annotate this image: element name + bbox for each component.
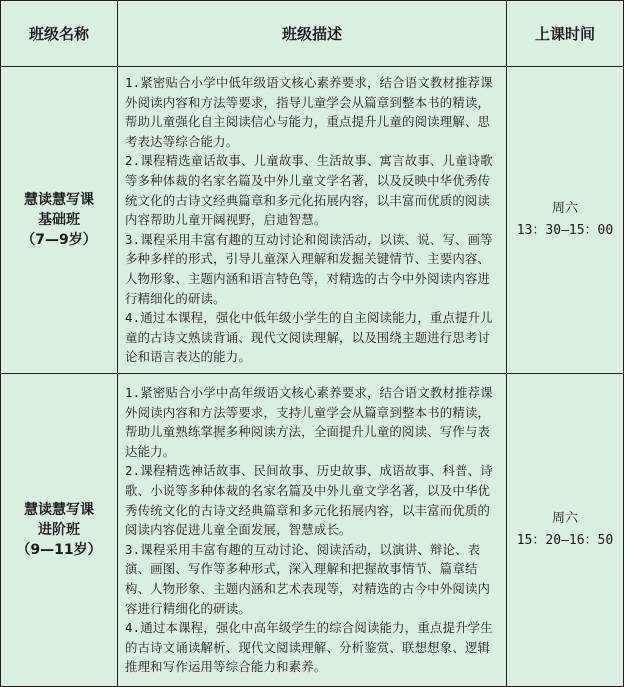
class-day: 周六 xyxy=(551,511,578,526)
header-class-description: 班级描述 xyxy=(118,1,507,67)
description-item: 4.通过本课程，强化中低年级小学生的自主阅读能力，重点提升儿童的古诗文熟读背诵、现代文阅读理解，以及围绕主题进行思考讨论和语言表达的能力。 xyxy=(125,310,493,365)
description-item: 1.紧密贴合小学中低年级语文核心素养要求，结合语文教材推荐课外阅读内容和方法等要求，指导儿童学会从篇章到整本书的精读，帮助儿童强化自主阅读信心与能力，重点提升儿童的阅读理解、思考表达等综合能力。 xyxy=(125,75,493,149)
header-class-time: 上课时间 xyxy=(507,1,624,67)
class-description-cell xyxy=(118,374,507,687)
class-age: （7—9岁） xyxy=(21,232,97,248)
table-row xyxy=(1,374,624,687)
header-class-name: 班级名称 xyxy=(1,1,118,67)
description-item: 3.课程采用丰富有趣的互动讨论和阅读活动，以读、说、写、画等多种多样的形式，引导儿童深入理解和发掘关键情节、主要内容、人物形象、主题内涵和语言特色等，对精选的古今中外阅读内容进行精细化的研读。 xyxy=(125,231,493,306)
class-name-line2: 基础班 xyxy=(38,212,80,228)
class-time-cell xyxy=(507,67,624,374)
class-name-cell xyxy=(1,67,118,374)
table-row xyxy=(1,67,624,374)
header-row xyxy=(1,1,624,67)
class-age: （9—11岁） xyxy=(16,542,102,558)
class-day: 周六 xyxy=(551,201,578,216)
class-name-cell xyxy=(1,374,118,687)
class-name-line1: 慧读慧写课 xyxy=(24,502,94,518)
class-time-cell xyxy=(507,374,624,687)
description-item: 3.课程采用丰富有趣的互动讨论、阅读活动，以演讲、辩论、表演、画图、写作等多种形式，深入理解和把握故事情节、篇章结构、人物形象、主题内涵和艺术表现等，对精选的古今中外阅读内容进行精细化的研读。 xyxy=(125,541,491,616)
class-name-line1: 慧读慧写课 xyxy=(24,192,94,208)
class-hours: 13：30—15：00 xyxy=(516,223,614,238)
description-item: 2.课程精选童话故事、儿童故事、生活故事、寓言故事、儿童诗歌等多种体裁的名家名篇及中外儿童文学名著，以及反映中华优秀传统文化的古诗文经典篇章和多元化拓展内容，以丰富而优质的阅读内容帮助儿童开阔视野，启迪智慧。 xyxy=(125,153,493,228)
description-item: 4.通过本课程，强化中高年级学生的综合阅读能力，重点提升学生的古诗文诵读解析、现代文阅读理解、分析鉴赏、联想想象、逻辑推理和写作运用等综合能力和素养。 xyxy=(125,620,493,675)
class-name-line2: 进阶班 xyxy=(38,522,80,538)
description-item: 2.课程精选神话故事、民间故事、历史故事、成语故事、科普、诗歌、小说等多种体裁的名家名篇及中外儿童文学名著，以及中华优秀传统文化的古诗文经典篇章和多元化拓展内容，以丰富而优质的阅读内容促进儿童全面发展，智慧成长。 xyxy=(125,463,493,538)
class-description-cell xyxy=(118,67,507,374)
description-item: 1.紧密贴合小学中高年级语文核心素养要求，结合语文教材推荐课外阅读内容和方法等要求，支持儿童学会从篇章到整本书的精读，帮助儿童熟练掌握多种阅读方法，全面提升儿童的阅读、写作与表达能力。 xyxy=(125,385,493,459)
class-hours: 15：20—16：50 xyxy=(516,533,614,548)
